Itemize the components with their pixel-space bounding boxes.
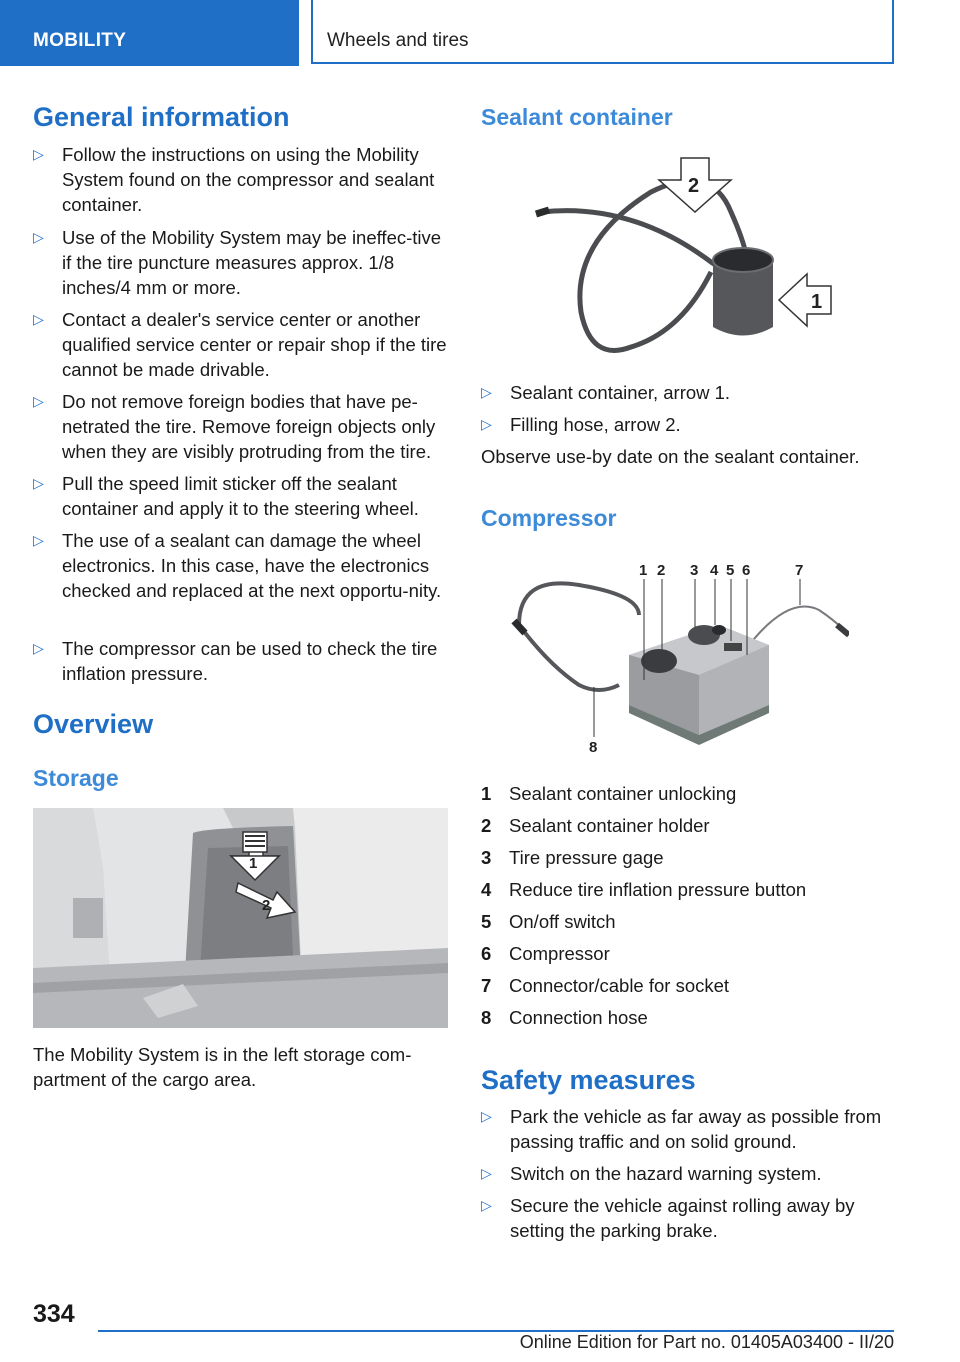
list-item: ▷ Pull the speed limit sticker off the sealant container and apply it to the steering wheel. — [33, 473, 419, 519]
bullet-triangle-icon: ▷ — [33, 146, 44, 162]
bullet-triangle-icon: ▷ — [481, 1165, 492, 1181]
chapter-title: Wheels and tires — [327, 30, 469, 51]
storage-heading: Storage — [33, 765, 119, 791]
compressor-label-3: 3 — [690, 562, 699, 579]
sealant-label-2: 2 — [688, 175, 700, 197]
compressor-figure — [509, 555, 849, 760]
bullet-triangle-icon: ▷ — [481, 1108, 492, 1124]
list-item: ▷ Secure the vehicle against rolling away by setting the parking brake. — [481, 1195, 855, 1241]
storage-figure — [33, 808, 448, 1028]
page-number: 334 — [33, 1300, 75, 1328]
storage-label-1: 1 — [249, 855, 258, 872]
compressor-label-5: 5 — [726, 562, 735, 579]
sealant-note: Observe use-by date on the sealant container. — [481, 446, 860, 467]
overview-heading: Overview — [33, 709, 154, 739]
section-tab — [0, 0, 299, 66]
bullet-triangle-icon: ▷ — [33, 640, 44, 656]
storage-description: The Mobility System is in the left storage com-partment of the cargo area. — [33, 1044, 412, 1090]
list-item: ▷ Follow the instructions on using the Mobility System found on the compressor and sealant container. — [33, 144, 435, 215]
compressor-heading: Compressor — [481, 505, 617, 531]
bullet-triangle-icon: ▷ — [481, 1197, 492, 1213]
list-item: ▷ The compressor can be used to check the tire inflation pressure. — [33, 638, 438, 684]
bullet-triangle-icon: ▷ — [481, 416, 492, 432]
cargo-area-illustration — [33, 808, 448, 1028]
compressor-label-7: 7 — [795, 562, 804, 579]
bullet-triangle-icon: ▷ — [33, 393, 44, 409]
compressor-illustration — [509, 555, 849, 760]
bullet-triangle-icon: ▷ — [33, 311, 44, 327]
list-item: ▷ Use of the Mobility System may be ineffec-tive if the tire puncture measures approx. 1/8 inches/4 mm or more. — [33, 227, 442, 298]
sealant-container-illustration — [511, 152, 861, 362]
list-item: ▷ Switch on the hazard warning system. — [481, 1163, 822, 1184]
list-item: ▷ Do not remove foreign bodies that have pe-netrated the tire. Remove foreign objects only when they are visibly protruding from the tire. — [33, 391, 436, 462]
edition-text: Online Edition for Part no. 01405A03400 - II/20 — [519, 1332, 894, 1352]
safety-measures-heading: Safety measures — [481, 1065, 696, 1095]
general-information-heading: General information — [33, 102, 290, 132]
compressor-label-1: 1 — [639, 562, 648, 579]
sealant-container-heading: Sealant container — [481, 104, 673, 130]
bullet-triangle-icon: ▷ — [33, 229, 44, 245]
bullet-triangle-icon: ▷ — [33, 532, 44, 548]
bullet-triangle-icon: ▷ — [481, 384, 492, 400]
list-item: ▷ Contact a dealer's service center or another qualified service center or repair shop if the tire cannot be made drivable. — [33, 309, 447, 380]
compressor-label-2: 2 — [657, 562, 666, 579]
compressor-label-6: 6 — [742, 562, 751, 579]
sealant-container-figure — [511, 152, 861, 362]
sealant-label-1: 1 — [811, 291, 823, 313]
bullet-triangle-icon: ▷ — [33, 475, 44, 491]
compressor-label-8: 8 — [589, 739, 598, 756]
storage-label-2: 2 — [262, 897, 271, 914]
chapter-header — [311, 0, 894, 64]
list-item: ▷ The use of a sealant can damage the wheel electronics. In this case, have the electronics checked and replaced at the next opportu-nity. — [33, 530, 442, 601]
section-title: MOBILITY — [33, 30, 127, 51]
list-item: ▷ Filling hose, arrow 2. — [481, 414, 681, 435]
compressor-label-4: 4 — [710, 562, 719, 579]
list-item: ▷ Park the vehicle as far away as possible from passing traffic and on solid ground. — [481, 1106, 882, 1152]
list-item: ▷ Sealant container, arrow 1. — [481, 382, 731, 403]
